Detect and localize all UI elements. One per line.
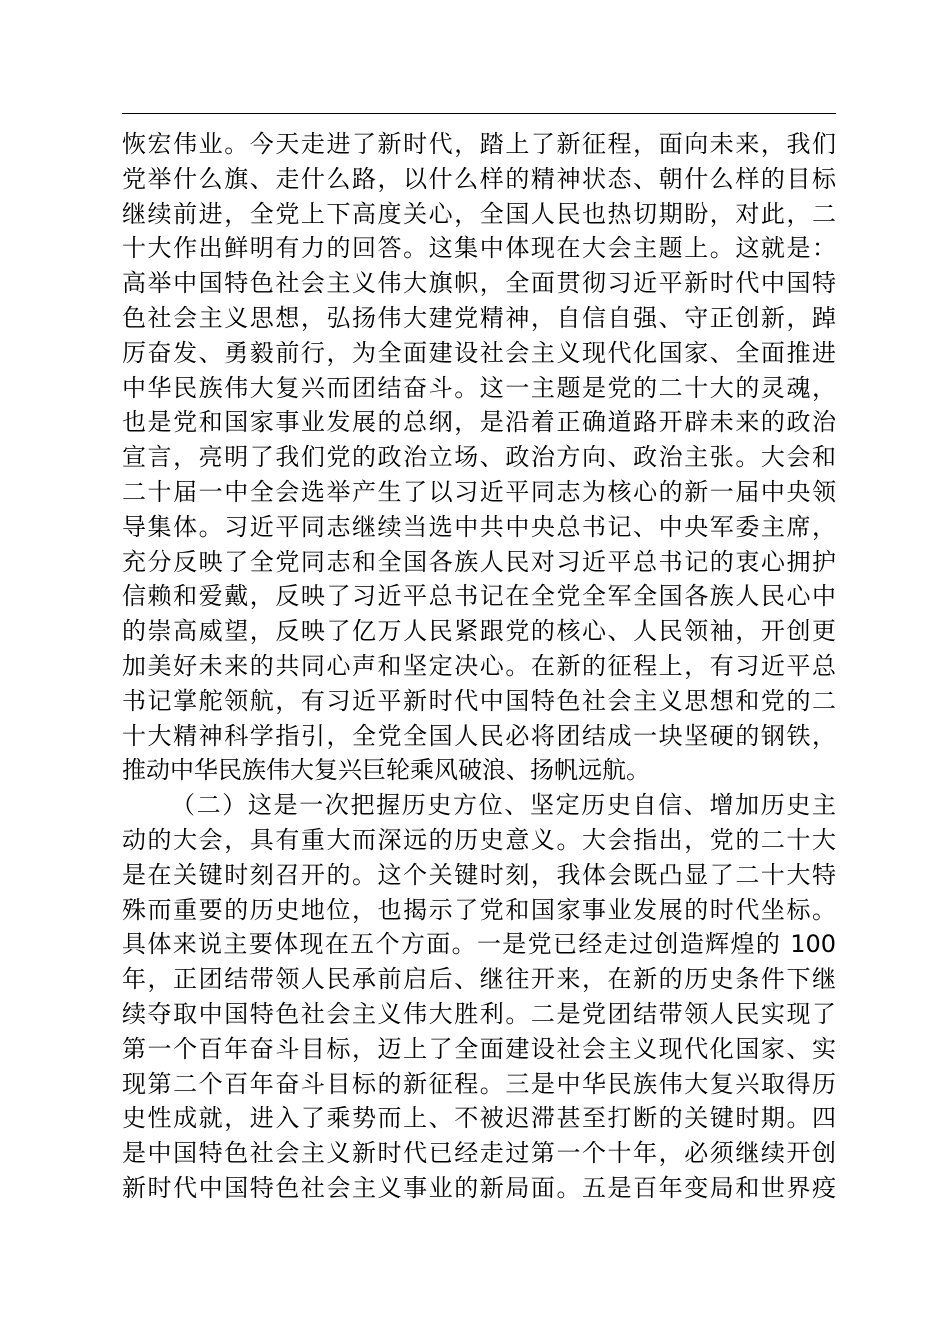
text-line: 恢宏伟业。今天走进了新时代，踏上了新征程，面向未来，我们 bbox=[122, 130, 836, 158]
text-line: 书记掌舵领航，有习近平新时代中国特色社会主义思想和党的二 bbox=[122, 686, 836, 715]
text-line: 第一个百年奋斗目标，迈上了全面建设社会主义现代化国家、实 bbox=[122, 1034, 836, 1063]
text-line: 继续前进，全党上下高度关心，全国人民也热切期盼，对此，二 bbox=[122, 199, 836, 228]
text-line: 充分反映了全党同志和全国各族人民对习近平总书记的衷心拥护 bbox=[122, 547, 836, 576]
text-line: 宣言，亮明了我们党的政治立场、政治方向、政治主张。大会和 bbox=[122, 443, 836, 472]
text-line: 也是党和国家事业发展的总纲，是沿着正确道路开辟未来的政治 bbox=[122, 408, 836, 437]
text-line: 是中国特色社会主义新时代已经走过第一个十年，必须继续开创 bbox=[122, 1139, 836, 1168]
paragraph-start-line: （二）这是一次把握历史方位、坚定历史自信、增加历史主 bbox=[171, 791, 836, 820]
text-line: 色社会主义思想，弘扬伟大建党精神，自信自强、守正创新，踔 bbox=[122, 303, 836, 332]
text-line: 新时代中国特色社会主义事业的新局面。五是百年变局和世界疫 bbox=[122, 1173, 836, 1202]
text-line: 殊而重要的历史地位，也揭示了党和国家事业发展的时代坐标。 bbox=[122, 895, 836, 924]
text-line: 的崇高威望，反映了亿万人民紧跟党的核心、人民领袖，开创更 bbox=[122, 617, 836, 646]
text-line: 续夺取中国特色社会主义伟大胜利。二是党团结带领人民实现了 bbox=[122, 999, 836, 1028]
text-line: 信赖和爱戴，反映了习近平总书记在全党全军全国各族人民心中 bbox=[122, 582, 836, 611]
text-line: 二十届一中全会选举产生了以习近平同志为核心的新一届中央领 bbox=[122, 477, 836, 506]
text-line: 是在关键时刻召开的。这个关键时刻，我体会既凸显了二十大特 bbox=[122, 860, 836, 889]
text-line: 现第二个百年奋斗目标的新征程。三是中华民族伟大复兴取得历 bbox=[122, 1069, 836, 1098]
text-line: 十大精神科学指引，全党全国人民必将团结成一块坚硬的钢铁， bbox=[122, 721, 836, 750]
text-line: 厉奋发、勇毅前行，为全面建设社会主义现代化国家、全面推进 bbox=[122, 338, 836, 367]
body-text bbox=[122, 127, 836, 1206]
header-rule bbox=[122, 113, 836, 114]
paragraph-end-line: 推动中华民族伟大复兴巨轮乘风破浪、扬帆远航。 bbox=[122, 756, 650, 785]
text-line: 史性成就，进入了乘势而上、不被迟滞甚至打断的关键时期。四 bbox=[122, 1104, 836, 1133]
text-line: 高举中国特色社会主义伟大旗帜，全面贯彻习近平新时代中国特 bbox=[122, 269, 836, 298]
text-line: 党举什么旗、走什么路，以什么样的精神状态、朝什么样的目标 bbox=[122, 164, 836, 193]
text-line: 动的大会，具有重大而深远的历史意义。大会指出，党的二十大 bbox=[122, 825, 836, 854]
text-line: 中华民族伟大复兴而团结奋斗。这一主题是党的二十大的灵魂， bbox=[122, 373, 836, 402]
text-line: 十大作出鲜明有力的回答。这集中体现在大会主题上。这就是： bbox=[122, 234, 836, 263]
text-line: 具体来说主要体现在五个方面。一是党已经走过创造辉煌的 100 bbox=[122, 930, 836, 959]
text-line: 加美好未来的共同心声和坚定决心。在新的征程上，有习近平总 bbox=[122, 651, 836, 680]
text-line: 年，正团结带领人民承前启后、继往开来，在新的历史条件下继 bbox=[122, 965, 836, 994]
text-line: 导集体。习近平同志继续当选中共中央总书记、中央军委主席， bbox=[122, 512, 836, 541]
